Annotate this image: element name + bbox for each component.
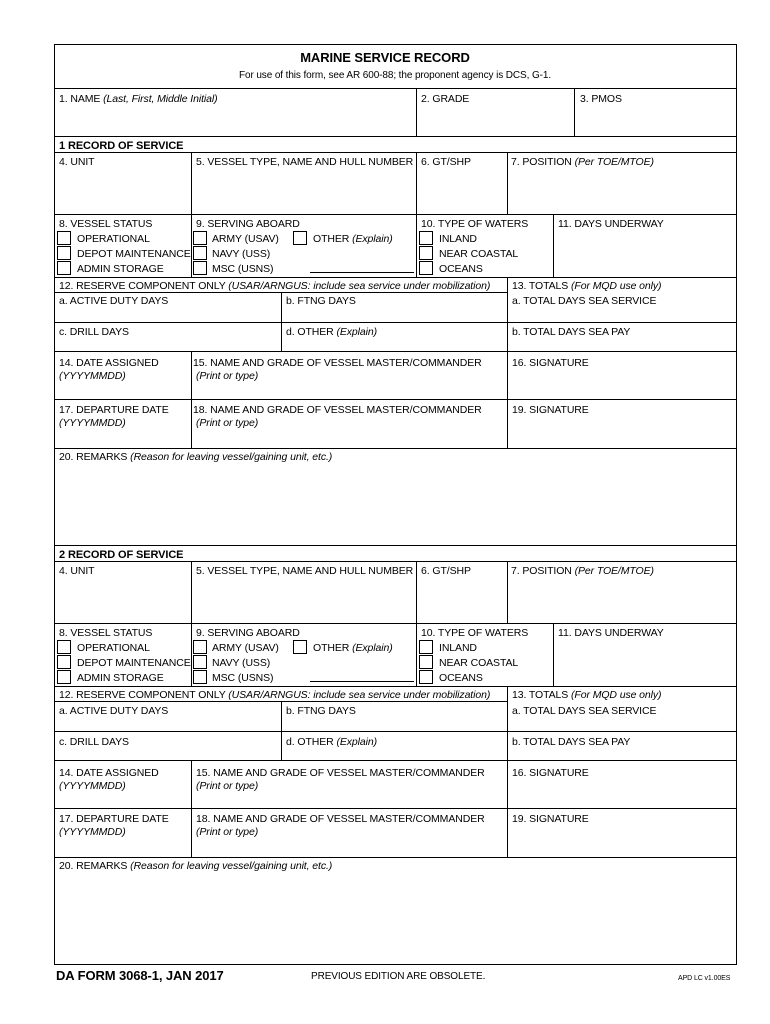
print-hint: (Print or type) [196, 417, 259, 429]
ftng-label: b. FTNG DAYS [286, 295, 356, 307]
depot-maintenance-checkbox[interactable] [57, 246, 71, 260]
form-subtitle: For use of this form, see AR 600-88; the proponent agency is DCS, G-1. [238, 70, 552, 81]
admin-storage-label: ADMIN STORAGE [77, 672, 164, 684]
near-coastal-checkbox[interactable] [419, 246, 433, 260]
active-duty-label: a. ACTIVE DUTY DAYS [59, 295, 169, 307]
depot-maintenance-checkbox[interactable] [57, 655, 71, 669]
waters-label: 10. TYPE OF WATERS [421, 627, 529, 639]
inland-checkbox[interactable] [419, 231, 433, 245]
serving-aboard-label: 9. SERVING ABOARD [196, 218, 300, 230]
army-checkbox[interactable] [193, 640, 207, 654]
navy-checkbox[interactable] [193, 246, 207, 260]
form-title: MARINE SERVICE RECORD [300, 50, 470, 65]
position-field[interactable] [509, 579, 735, 621]
msc-label: MSC (USNS) [212, 672, 274, 684]
date-format-hint: (YYYYMMDD) [59, 780, 126, 792]
operational-checkbox[interactable] [57, 231, 71, 245]
ftng-label: b. FTNG DAYS [286, 705, 356, 717]
departure-label: 17. DEPARTURE DATE [59, 404, 169, 416]
signature-16-label: 16. SIGNATURE [512, 767, 589, 779]
grade-label: 2. GRADE [421, 93, 470, 105]
other-days-label: d. OTHER (Explain) [286, 326, 377, 338]
date-format-hint: (YYYYMMDD) [59, 370, 126, 382]
inland-label: INLAND [439, 233, 477, 245]
drill-label: c. DRILL DAYS [59, 736, 129, 748]
totals-label: 13. TOTALS (For MQD use only) [512, 689, 662, 701]
near-coastal-label: NEAR COASTAL [439, 248, 519, 260]
name-label: 1. NAME (Last, First, Middle Initial) [59, 93, 218, 105]
unit-field[interactable] [56, 579, 189, 621]
admin-storage-checkbox[interactable] [57, 261, 71, 275]
total-sea-service-label: a. TOTAL DAYS SEA SERVICE [512, 705, 657, 717]
drill-label: c. DRILL DAYS [59, 326, 129, 338]
msc-label: MSC (USNS) [212, 263, 274, 275]
form-id: DA FORM 3068-1, JAN 2017 [56, 968, 224, 983]
oceans-label: OCEANS [439, 263, 483, 275]
navy-label: NAVY (USS) [212, 248, 271, 260]
other-explain-field[interactable] [310, 260, 414, 273]
army-checkbox[interactable] [193, 231, 207, 245]
position-label: 7. POSITION (Per TOE/MTOE) [511, 156, 654, 168]
army-label: ARMY (USAV) [212, 233, 279, 245]
msc-checkbox[interactable] [193, 670, 207, 684]
army-label: ARMY (USAV) [212, 642, 279, 654]
date-format-hint: (YYYYMMDD) [59, 417, 126, 429]
waters-label: 10. TYPE OF WATERS [421, 218, 529, 230]
gtshp-label: 6. GT/SHP [421, 156, 471, 168]
depot-maintenance-label: DEPOT MAINTENANCE [77, 248, 191, 260]
other-checkbox[interactable] [293, 231, 307, 245]
position-field[interactable] [509, 170, 735, 212]
total-sea-pay-label: b. TOTAL DAYS SEA PAY [512, 326, 631, 338]
divider [54, 88, 737, 89]
total-sea-pay-label: b. TOTAL DAYS SEA PAY [512, 736, 631, 748]
near-coastal-label: NEAR COASTAL [439, 657, 519, 669]
other-checkbox[interactable] [293, 640, 307, 654]
pmos-field[interactable] [576, 106, 735, 134]
remarks-field[interactable] [56, 874, 735, 962]
remarks-label: 20. REMARKS (Reason for leaving vessel/gaining unit, etc.) [59, 451, 333, 463]
master-18-label: 18. NAME AND GRADE OF VESSEL MASTER/COMMANDER [193, 404, 482, 416]
section-heading: 1 RECORD OF SERVICE [59, 140, 184, 152]
date-assigned-label: 14. DATE ASSIGNED [59, 357, 159, 369]
other-explain-field[interactable] [310, 669, 414, 682]
master-15-label: 15. NAME AND GRADE OF VESSEL MASTER/COMMANDER [193, 357, 482, 369]
unit-label: 4. UNIT [59, 156, 95, 168]
oceans-label: OCEANS [439, 672, 483, 684]
date-format-hint: (YYYYMMDD) [59, 826, 126, 838]
total-sea-service-label: a. TOTAL DAYS SEA SERVICE [512, 295, 657, 307]
version-label: APD LC v1.00ES [678, 975, 731, 982]
days-underway-field[interactable] [555, 641, 735, 684]
section-heading: 2 RECORD OF SERVICE [59, 549, 184, 561]
other-label: OTHER (Explain) [313, 642, 393, 654]
oceans-checkbox[interactable] [419, 261, 433, 275]
vessel-status-label: 8. VESSEL STATUS [59, 218, 153, 230]
print-hint: (Print or type) [196, 826, 259, 838]
position-label: 7. POSITION (Per TOE/MTOE) [511, 565, 654, 577]
active-duty-label: a. ACTIVE DUTY DAYS [59, 705, 169, 717]
admin-storage-label: ADMIN STORAGE [77, 263, 164, 275]
vessel-field[interactable] [193, 170, 414, 212]
print-hint: (Print or type) [196, 370, 259, 382]
near-coastal-checkbox[interactable] [419, 655, 433, 669]
days-underway-label: 11. DAYS UNDERWAY [558, 218, 664, 230]
signature-19-label: 19. SIGNATURE [512, 813, 589, 825]
other-days-label: d. OTHER (Explain) [286, 736, 377, 748]
gtshp-label: 6. GT/SHP [421, 565, 471, 577]
signature-16-label: 16. SIGNATURE [512, 357, 589, 369]
reserve-label: 12. RESERVE COMPONENT ONLY (USAR/ARNGUS: include sea service under mobilization) [59, 689, 491, 701]
navy-label: NAVY (USS) [212, 657, 271, 669]
gtshp-field[interactable] [418, 170, 505, 212]
master-18-label: 18. NAME AND GRADE OF VESSEL MASTER/COMMANDER [196, 813, 485, 825]
inland-label: INLAND [439, 642, 477, 654]
navy-checkbox[interactable] [193, 655, 207, 669]
remarks-label: 20. REMARKS (Reason for leaving vessel/gaining unit, etc.) [59, 860, 333, 872]
days-underway-label: 11. DAYS UNDERWAY [558, 627, 664, 639]
operational-label: OPERATIONAL [77, 642, 150, 654]
operational-checkbox[interactable] [57, 640, 71, 654]
totals-label: 13. TOTALS (For MQD use only) [512, 280, 662, 292]
msc-checkbox[interactable] [193, 261, 207, 275]
reserve-label: 12. RESERVE COMPONENT ONLY (USAR/ARNGUS: include sea service under mobilization) [59, 280, 491, 292]
name-field[interactable] [56, 106, 414, 134]
depot-maintenance-label: DEPOT MAINTENANCE [77, 657, 191, 669]
divider [574, 88, 575, 136]
vessel-field[interactable] [193, 579, 414, 621]
print-hint: (Print or type) [196, 780, 259, 792]
divider [416, 88, 417, 136]
unit-field[interactable] [56, 170, 189, 212]
admin-storage-checkbox[interactable] [57, 670, 71, 684]
gtshp-field[interactable] [418, 579, 505, 621]
pmos-label: 3. PMOS [580, 93, 622, 105]
obsolete-notice: PREVIOUS EDITION ARE OBSOLETE. [311, 971, 486, 982]
vessel-status-label: 8. VESSEL STATUS [59, 627, 153, 639]
unit-label: 4. UNIT [59, 565, 95, 577]
vessel-label: 5. VESSEL TYPE, NAME AND HULL NUMBER [196, 156, 414, 168]
days-underway-field[interactable] [555, 232, 735, 275]
vessel-label: 5. VESSEL TYPE, NAME AND HULL NUMBER [196, 565, 414, 577]
oceans-checkbox[interactable] [419, 670, 433, 684]
remarks-field[interactable] [56, 465, 735, 543]
master-15-label: 15. NAME AND GRADE OF VESSEL MASTER/COMMANDER [196, 767, 485, 779]
departure-label: 17. DEPARTURE DATE [59, 813, 169, 825]
inland-checkbox[interactable] [419, 640, 433, 654]
date-assigned-label: 14. DATE ASSIGNED [59, 767, 159, 779]
other-label: OTHER (Explain) [313, 233, 393, 245]
serving-aboard-label: 9. SERVING ABOARD [196, 627, 300, 639]
grade-field[interactable] [418, 106, 572, 134]
operational-label: OPERATIONAL [77, 233, 150, 245]
signature-19-label: 19. SIGNATURE [512, 404, 589, 416]
